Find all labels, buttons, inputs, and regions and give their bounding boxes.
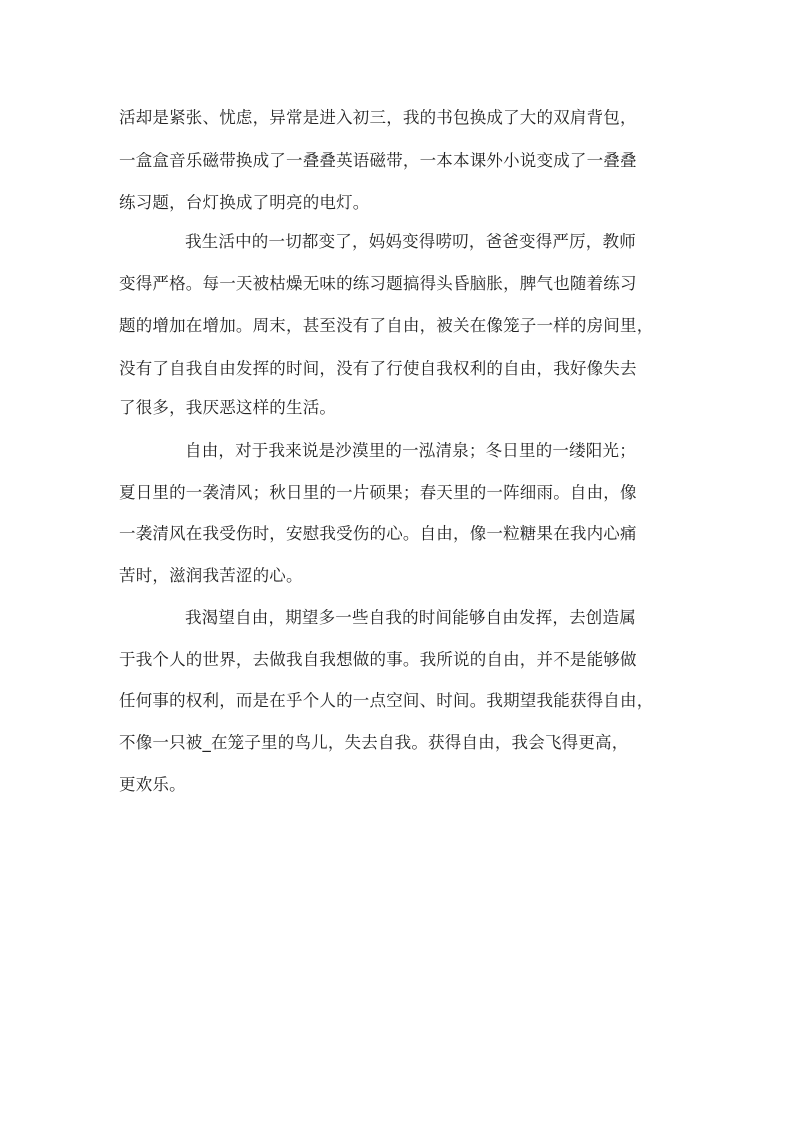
text-line: 更欢乐。 [119,775,186,794]
text-line: 练习题，台灯换成了明亮的电灯。 [119,193,370,212]
text-line: 没有了自我自由发挥的时间，没有了行使自我权利的自由，我好像失去 [119,359,637,378]
text-line: 于我个人的世界，去做我自我想做的事。我所说的自由，并不是能够做 [119,650,637,669]
text-line: 自由，对于我来说是沙漠里的一泓清泉；冬日里的一缕阳光； [185,441,636,460]
text-line: 了很多，我厌恶这样的生活。 [119,398,337,417]
text-line: 任何事的权利，而是在乎个人的一点空间、时间。我期望我能获得自由， [119,691,654,710]
text-line: 一盒盒音乐磁带换成了一叠叠英语磁带，一本本课外小说变成了一叠叠 [119,151,637,170]
text-line: 题的增加在增加。周末，甚至没有了自由，被关在像笼子一样的房间里， [119,316,654,335]
text-line: 不像一只被_在笼子里的鸟儿，失去自我。获得自由，我会飞得更高， [119,733,629,752]
text-line: 活却是紧张、忧虑，异常是进入初三，我的书包换成了大的双肩背包， [119,108,637,127]
text-line: 我渴望自由，期望多一些自我的时间能够自由发挥，去创造属 [185,608,636,627]
text-line: 夏日里的一袭清风；秋日里的一片硕果；春天里的一阵细雨。自由，像 [119,483,637,502]
text-line: 一袭清风在我受伤时，安慰我受伤的心。自由，像一粒糖果在我内心痛 [119,524,637,543]
text-line: 变得严格。每一天被枯燥无味的练习题搞得头昏脑胀，脾气也随着练习 [119,274,637,293]
text-line: 我生活中的一切都变了，妈妈变得唠叨，爸爸变得严厉，教师 [185,232,636,251]
text-line: 苦时，滋润我苦涩的心。 [119,566,303,585]
